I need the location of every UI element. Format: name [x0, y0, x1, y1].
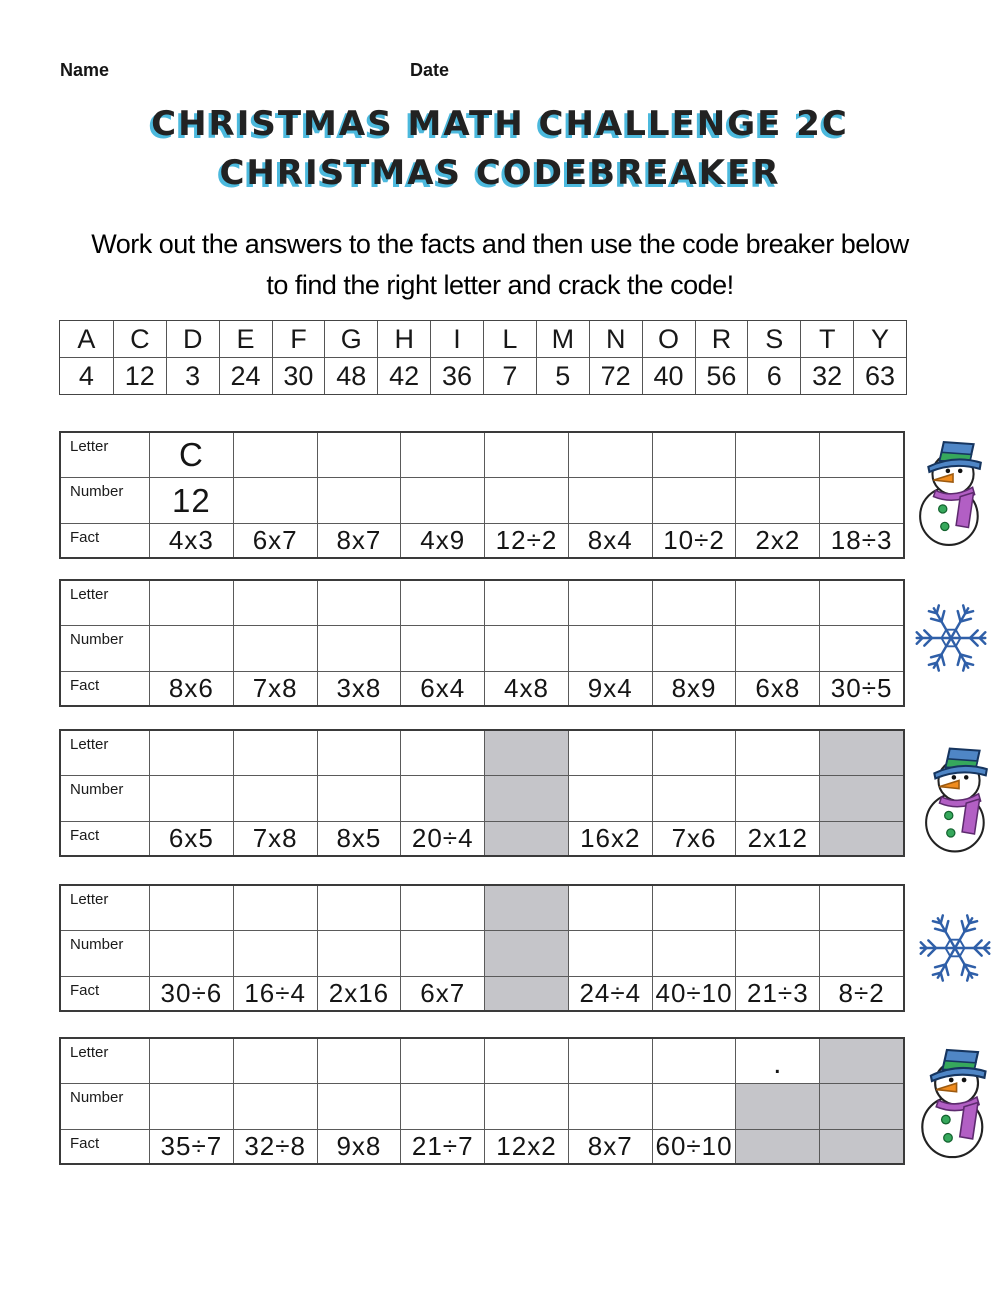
number-cell [400, 626, 484, 671]
fact-cell: 10÷2 [652, 524, 736, 557]
letter-row-label: Letter [70, 438, 109, 455]
letter-cell [735, 886, 819, 930]
letter-cell [400, 1039, 484, 1083]
fact-row [61, 821, 903, 855]
fact-cell: 6x7 [400, 977, 484, 1010]
code-table-letters-row [60, 321, 906, 357]
number-row-label: Number [70, 1089, 124, 1106]
code-number-cell: 32 [800, 358, 853, 394]
code-number-cell: 48 [324, 358, 377, 394]
letter-cell [484, 1039, 568, 1083]
number-cell [149, 1084, 233, 1129]
letter-cell: C [149, 433, 233, 477]
number-cell: 12 [149, 478, 233, 523]
letter-cell [568, 886, 652, 930]
fact-cell: 12x2 [484, 1130, 568, 1163]
letter-cell [317, 433, 401, 477]
fact-cell: 8x9 [652, 672, 736, 705]
letter-cell [819, 731, 903, 775]
fact-row-label: Fact [70, 677, 100, 694]
letter-cell [735, 581, 819, 625]
fact-cell [484, 977, 568, 1010]
fact-cell [819, 822, 903, 855]
letter-row [61, 1039, 903, 1083]
code-letter-cell: Y [853, 321, 906, 357]
fact-cell [819, 1130, 903, 1163]
fact-table-2 [59, 579, 905, 707]
code-number-cell: 12 [113, 358, 166, 394]
fact-table-3 [59, 729, 905, 857]
code-number-cell: 4 [78, 360, 94, 391]
number-cell [233, 776, 317, 821]
letter-row-label: Letter [70, 891, 109, 908]
letter-cell [233, 886, 317, 930]
letter-cell [735, 731, 819, 775]
letter-cell [233, 581, 317, 625]
letter-row [61, 433, 903, 477]
number-cell [568, 626, 652, 671]
number-cell [819, 1084, 903, 1129]
number-cell [400, 931, 484, 976]
code-number-cell: 40 [642, 358, 695, 394]
fact-cell: 7x8 [233, 822, 317, 855]
fact-cell [735, 1130, 819, 1163]
number-cell [652, 1084, 736, 1129]
fact-cell: 8x7 [317, 524, 401, 557]
number-row-label: Number [70, 631, 124, 648]
fact-table-4 [59, 884, 905, 1012]
fact-cell: 60÷10 [652, 1130, 736, 1163]
code-number-cell: 7 [483, 358, 536, 394]
number-cell [149, 626, 233, 671]
fact-table-1 [59, 431, 905, 559]
number-cell [317, 931, 401, 976]
title-line-1: CHRISTMAS MATH CHALLENGE 2C [151, 104, 849, 144]
code-letter-cell: D [166, 321, 219, 357]
letter-cell [484, 433, 568, 477]
number-cell [735, 478, 819, 523]
letter-cell [149, 886, 233, 930]
code-letter-cell: E [219, 321, 272, 357]
number-cell [317, 1084, 401, 1129]
fact-cell: 16x2 [568, 822, 652, 855]
letter-cell [233, 433, 317, 477]
fact-cell: 6x5 [149, 822, 233, 855]
number-cell [400, 776, 484, 821]
number-row [61, 775, 903, 821]
fact-cell: 30÷6 [149, 977, 233, 1010]
code-letter-cell: R [695, 321, 748, 357]
letter-cell [819, 1039, 903, 1083]
title-line-2: CHRISTMAS CODEBREAKER [219, 153, 781, 193]
letter-cell [819, 581, 903, 625]
fact-row-label: Fact [70, 529, 100, 546]
number-cell [484, 626, 568, 671]
instructions-line-2: to find the right letter and crack the code! [266, 270, 734, 300]
letter-cell [317, 731, 401, 775]
code-letter-cell: A [77, 323, 96, 354]
instructions [0, 224, 1000, 306]
number-cell [568, 1084, 652, 1129]
code-letter-cell: S [747, 321, 800, 357]
code-number-cell: 63 [853, 358, 906, 394]
number-cell [652, 776, 736, 821]
number-cell [484, 1084, 568, 1129]
instructions-line-1: Work out the answers to the facts and then use the code breaker below [91, 229, 909, 259]
number-cell [400, 1084, 484, 1129]
fact-cell: 4x9 [400, 524, 484, 557]
code-number-cell: 5 [536, 358, 589, 394]
code-letter-cell: T [800, 321, 853, 357]
fact-cell: 12÷2 [484, 524, 568, 557]
fact-cell: 21÷7 [400, 1130, 484, 1163]
letter-cell: . [735, 1039, 819, 1083]
fact-cell: 20÷4 [400, 822, 484, 855]
number-cell [819, 931, 903, 976]
code-number-cell: 6 [747, 358, 800, 394]
code-letter-cell: L [483, 321, 536, 357]
fact-cell: 8÷2 [819, 977, 903, 1010]
number-cell [484, 776, 568, 821]
code-letter-cell: O [642, 321, 695, 357]
fact-cell [484, 822, 568, 855]
number-cell [149, 776, 233, 821]
code-table-numbers-row [60, 357, 906, 394]
name-label: Name [60, 60, 110, 80]
letter-cell [568, 433, 652, 477]
fact-row [61, 523, 903, 557]
date-label: Date [410, 60, 450, 80]
fact-cell: 7x6 [652, 822, 736, 855]
fact-cell: 16÷4 [233, 977, 317, 1010]
letter-cell [568, 1039, 652, 1083]
number-cell [819, 776, 903, 821]
code-table [59, 320, 907, 395]
fact-cell: 7x8 [233, 672, 317, 705]
fact-cell: 8x5 [317, 822, 401, 855]
letter-cell [233, 1039, 317, 1083]
fact-row-label: Fact [70, 982, 100, 999]
number-cell [484, 931, 568, 976]
fact-cell: 4x8 [484, 672, 568, 705]
fact-cell: 35÷7 [149, 1130, 233, 1163]
number-row-label: Number [70, 936, 124, 953]
fact-row [61, 1129, 903, 1163]
number-row [61, 930, 903, 976]
letter-cell [819, 886, 903, 930]
fact-cell: 40÷10 [652, 977, 736, 1010]
fact-cell: 4x3 [149, 524, 233, 557]
number-row [61, 477, 903, 523]
code-number-cell: 3 [166, 358, 219, 394]
fact-cell: 8x4 [568, 524, 652, 557]
number-row-label: Number [70, 483, 124, 500]
code-letter-cell: G [324, 321, 377, 357]
fact-cell: 2x16 [317, 977, 401, 1010]
letter-cell [735, 433, 819, 477]
letter-cell [819, 433, 903, 477]
code-number-cell: 36 [430, 358, 483, 394]
letter-cell [149, 581, 233, 625]
letter-cell [484, 581, 568, 625]
letter-row-label: Letter [70, 736, 109, 753]
fact-cell: 6x7 [233, 524, 317, 557]
letter-cell [568, 581, 652, 625]
letter-row-label: Letter [70, 1044, 109, 1061]
code-number-cell: 72 [589, 358, 642, 394]
number-cell [317, 478, 401, 523]
code-number-cell: 56 [695, 358, 748, 394]
letter-cell [149, 1039, 233, 1083]
number-cell [233, 931, 317, 976]
number-cell [735, 931, 819, 976]
letter-cell [484, 886, 568, 930]
fact-cell: 9x4 [568, 672, 652, 705]
number-row-label: Number [70, 781, 124, 798]
number-cell [819, 478, 903, 523]
letter-cell [652, 731, 736, 775]
letter-row [61, 581, 903, 625]
fact-row [61, 976, 903, 1010]
letter-cell [400, 886, 484, 930]
code-letter-cell: N [589, 321, 642, 357]
fact-row-label: Fact [70, 1135, 100, 1152]
fact-cell: 30÷5 [819, 672, 903, 705]
number-cell [233, 478, 317, 523]
letter-row [61, 886, 903, 930]
letter-cell [652, 1039, 736, 1083]
snowman-icon [916, 438, 988, 548]
number-cell [735, 776, 819, 821]
code-number-cell: 42 [377, 358, 430, 394]
number-cell [819, 626, 903, 671]
number-cell [149, 931, 233, 976]
code-number-cell: 24 [219, 358, 272, 394]
code-number-cell: 30 [272, 358, 325, 394]
code-letter-cell: F [272, 321, 325, 357]
worksheet-title [0, 100, 1000, 198]
snowman-icon [918, 1044, 993, 1162]
letter-cell [568, 731, 652, 775]
code-letter-cell: C [113, 321, 166, 357]
fact-cell: 8x6 [149, 672, 233, 705]
number-cell [735, 626, 819, 671]
letter-row [61, 731, 903, 775]
fact-cell: 21÷3 [735, 977, 819, 1010]
letter-cell [652, 433, 736, 477]
code-letter-cell: I [430, 321, 483, 357]
letter-cell [400, 433, 484, 477]
letter-cell [317, 1039, 401, 1083]
letter-cell [233, 731, 317, 775]
fact-cell: 6x8 [735, 672, 819, 705]
letter-cell [652, 886, 736, 930]
number-cell [484, 478, 568, 523]
code-letter-cell: M [536, 321, 589, 357]
fact-table-5 [59, 1037, 905, 1165]
code-letter-cell: H [377, 321, 430, 357]
number-cell [735, 1084, 819, 1129]
snowflake-icon [906, 598, 996, 678]
letter-cell [317, 886, 401, 930]
fact-cell: 6x4 [400, 672, 484, 705]
fact-cell: 2x2 [735, 524, 819, 557]
number-cell [568, 478, 652, 523]
number-cell [652, 626, 736, 671]
number-cell [652, 931, 736, 976]
snowflake-icon [910, 908, 1000, 988]
snowman-icon [922, 742, 994, 857]
number-cell [400, 478, 484, 523]
fact-cell: 24÷4 [568, 977, 652, 1010]
number-row [61, 1083, 903, 1129]
number-cell [652, 478, 736, 523]
number-cell [233, 626, 317, 671]
number-row [61, 625, 903, 671]
fact-row-label: Fact [70, 827, 100, 844]
fact-cell: 2x12 [735, 822, 819, 855]
number-cell [568, 931, 652, 976]
fact-cell: 3x8 [317, 672, 401, 705]
number-cell [317, 776, 401, 821]
fact-row [61, 671, 903, 705]
number-cell [233, 1084, 317, 1129]
fact-cell: 32÷8 [233, 1130, 317, 1163]
letter-cell [652, 581, 736, 625]
letter-cell [484, 731, 568, 775]
letter-cell [400, 581, 484, 625]
letter-cell [400, 731, 484, 775]
fact-cell: 9x8 [317, 1130, 401, 1163]
number-cell [317, 626, 401, 671]
number-cell [568, 776, 652, 821]
fact-cell: 18÷3 [819, 524, 903, 557]
letter-cell [149, 731, 233, 775]
letter-row-label: Letter [70, 586, 109, 603]
letter-cell [317, 581, 401, 625]
fact-cell: 8x7 [568, 1130, 652, 1163]
